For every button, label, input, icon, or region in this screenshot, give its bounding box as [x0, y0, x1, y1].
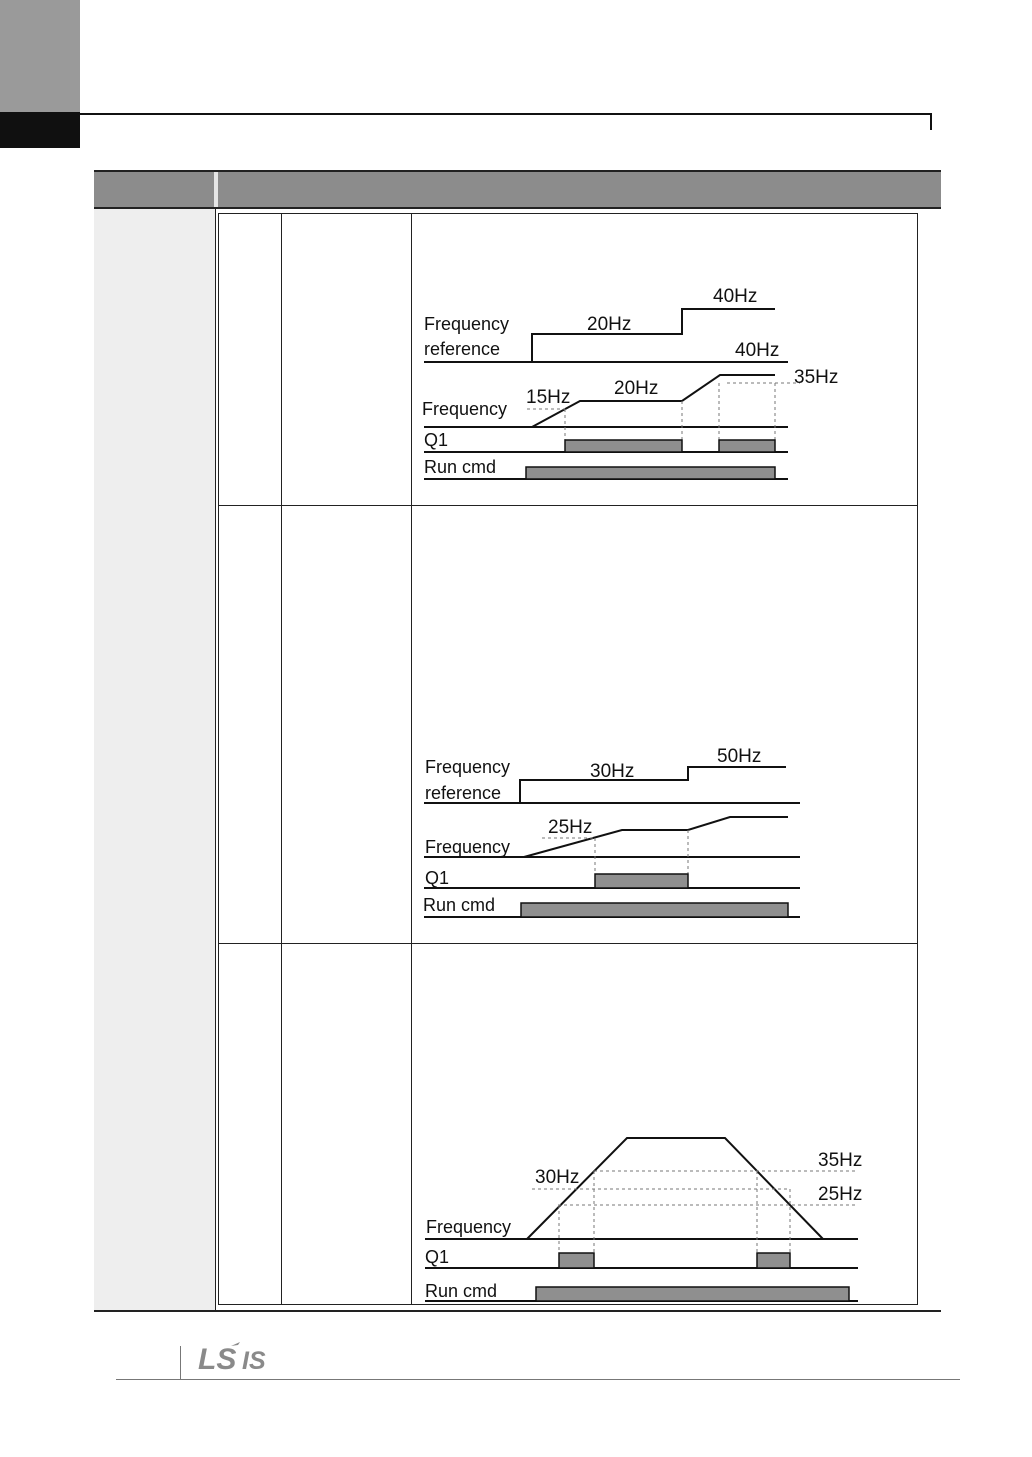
- run-cmd-label: Run cmd: [425, 1281, 498, 1301]
- detect-high-value: 35Hz: [794, 367, 839, 388]
- out-high-value: 40Hz: [735, 340, 780, 361]
- q1-label: Q1: [424, 430, 449, 450]
- run-cmd-pulse: [536, 1287, 849, 1301]
- ref-high-value: 40Hz: [713, 286, 758, 307]
- frequency-label: Frequency: [422, 399, 508, 419]
- detect-value: 25Hz: [548, 817, 593, 838]
- ls-is-logo: [198, 1340, 288, 1376]
- upper-left-value: 30Hz: [535, 1167, 580, 1188]
- run-cmd-label: Run cmd: [424, 457, 497, 477]
- frequency-reference-label-2: reference: [424, 339, 501, 359]
- footer-rule: [116, 1379, 960, 1380]
- frequency-label: Frequency: [425, 837, 511, 857]
- out-mid-value: 20Hz: [614, 378, 659, 399]
- upper-right-value: 35Hz: [818, 1150, 863, 1171]
- lower-right-value: 25Hz: [818, 1184, 863, 1205]
- q1-label: Q1: [425, 868, 450, 888]
- ref-low-value: 20Hz: [587, 314, 632, 335]
- table-bottom-rule: [94, 1310, 941, 1312]
- run-cmd-label: Run cmd: [423, 895, 496, 915]
- svg-text:IS: IS: [242, 1347, 266, 1375]
- q1-pulse: [559, 1253, 594, 1268]
- footer-tick: [180, 1346, 181, 1380]
- frequency-reference-label-2: reference: [425, 783, 502, 803]
- ref-low-value: 30Hz: [590, 761, 635, 782]
- frequency-reference-label-1: Frequency: [424, 314, 510, 334]
- q1-label: Q1: [425, 1247, 450, 1267]
- logo-text: LS: [198, 1343, 237, 1376]
- detect-low-value: 15Hz: [526, 387, 571, 408]
- q1-pulse: [757, 1253, 790, 1268]
- frequency-reference-label-1: Frequency: [425, 757, 511, 777]
- ref-high-value: 50Hz: [717, 746, 762, 767]
- frequency-label: Frequency: [426, 1217, 512, 1237]
